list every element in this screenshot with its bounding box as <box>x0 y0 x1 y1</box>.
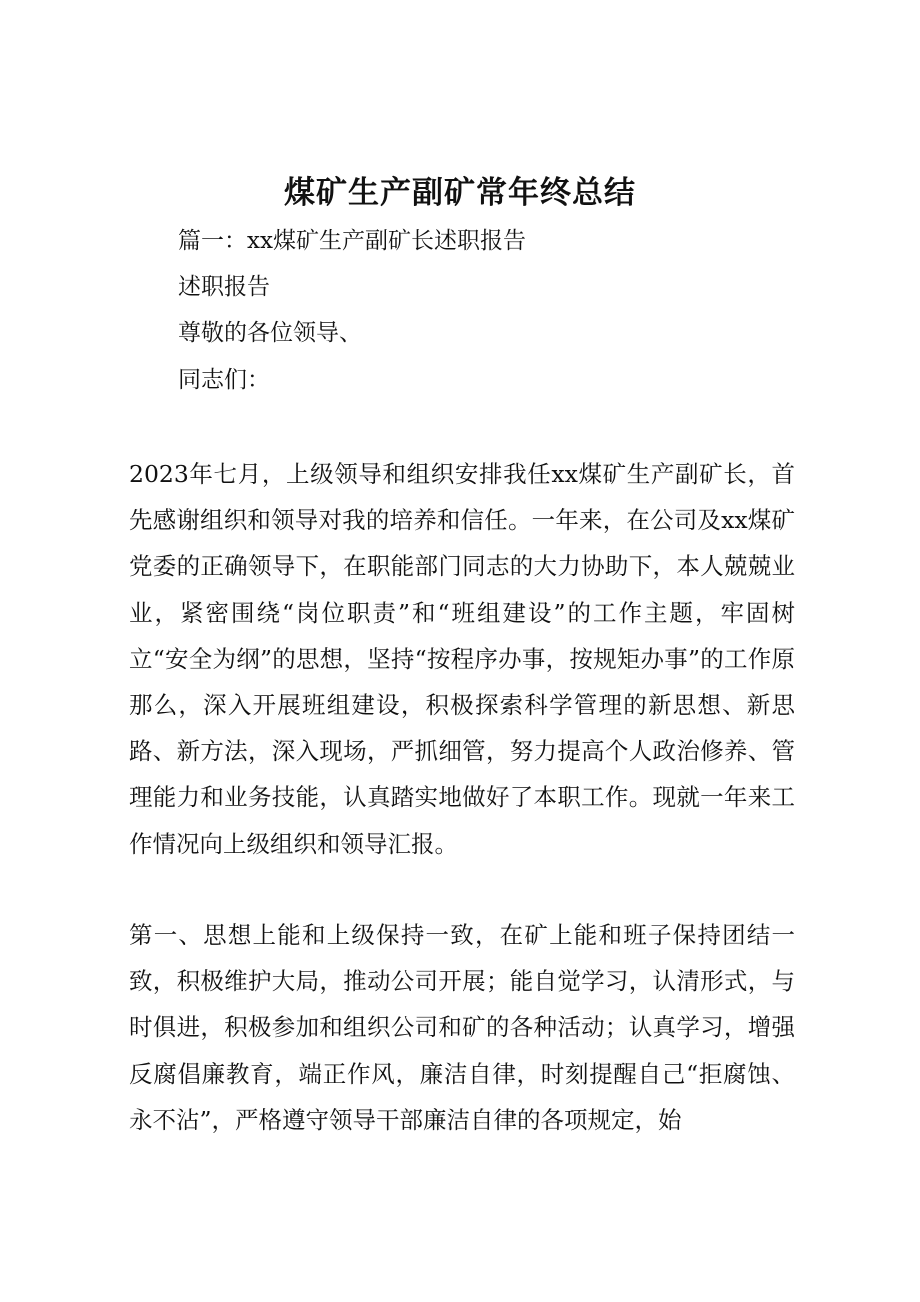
body-paragraph-2: 第一、思想上能和上级保持一致，在矿上能和班子保持团结一致，积极维护大局，推动公司开展；能自觉学习，认清形式，与时俱进，积极参加和组织公司和矿的各种活动；认真学习，增强反腐倡廉教育，端正作风，廉洁自律，时刻提醒自己“拒腐蚀、永不沾”，严格遵守领导干部廉洁自律的各项规定，始 <box>129 921 795 1134</box>
report-heading: 述职报告 <box>178 274 270 300</box>
salutation-line-1: 尊敬的各位领导、 <box>178 320 362 346</box>
document-subtitle: 篇一：xx煤矿生产副矿长述职报告 <box>178 228 526 254</box>
body-paragraph-1: 2023年七月，上级领导和组织安排我任xx煤矿生产副矿长，首先感谢组织和领导对我的培养和信任。一年来，在公司及xx煤矿党委的正确领导下，在职能部门同志的大力协助下，本人兢兢业业，紧密围绕“岗位职责”和“班组建设”的工作主题，牢固树立“安全为纲”的思想，坚持“按程序办事，按规矩办事”的工作原那么，深入开展班组建设，积极探索科学管理的新思想、新思路、新方法，深入现场，严抓细管，努力提高个人政治修养、管理能力和业务技能，认真踏实地做好了本职工作。现就一年来工作情况向上级组织和领导汇报。 <box>129 460 795 858</box>
salutation-line-2: 同志们： <box>178 367 270 393</box>
document-title: 煤矿生产副矿常年终总结 <box>284 175 636 211</box>
